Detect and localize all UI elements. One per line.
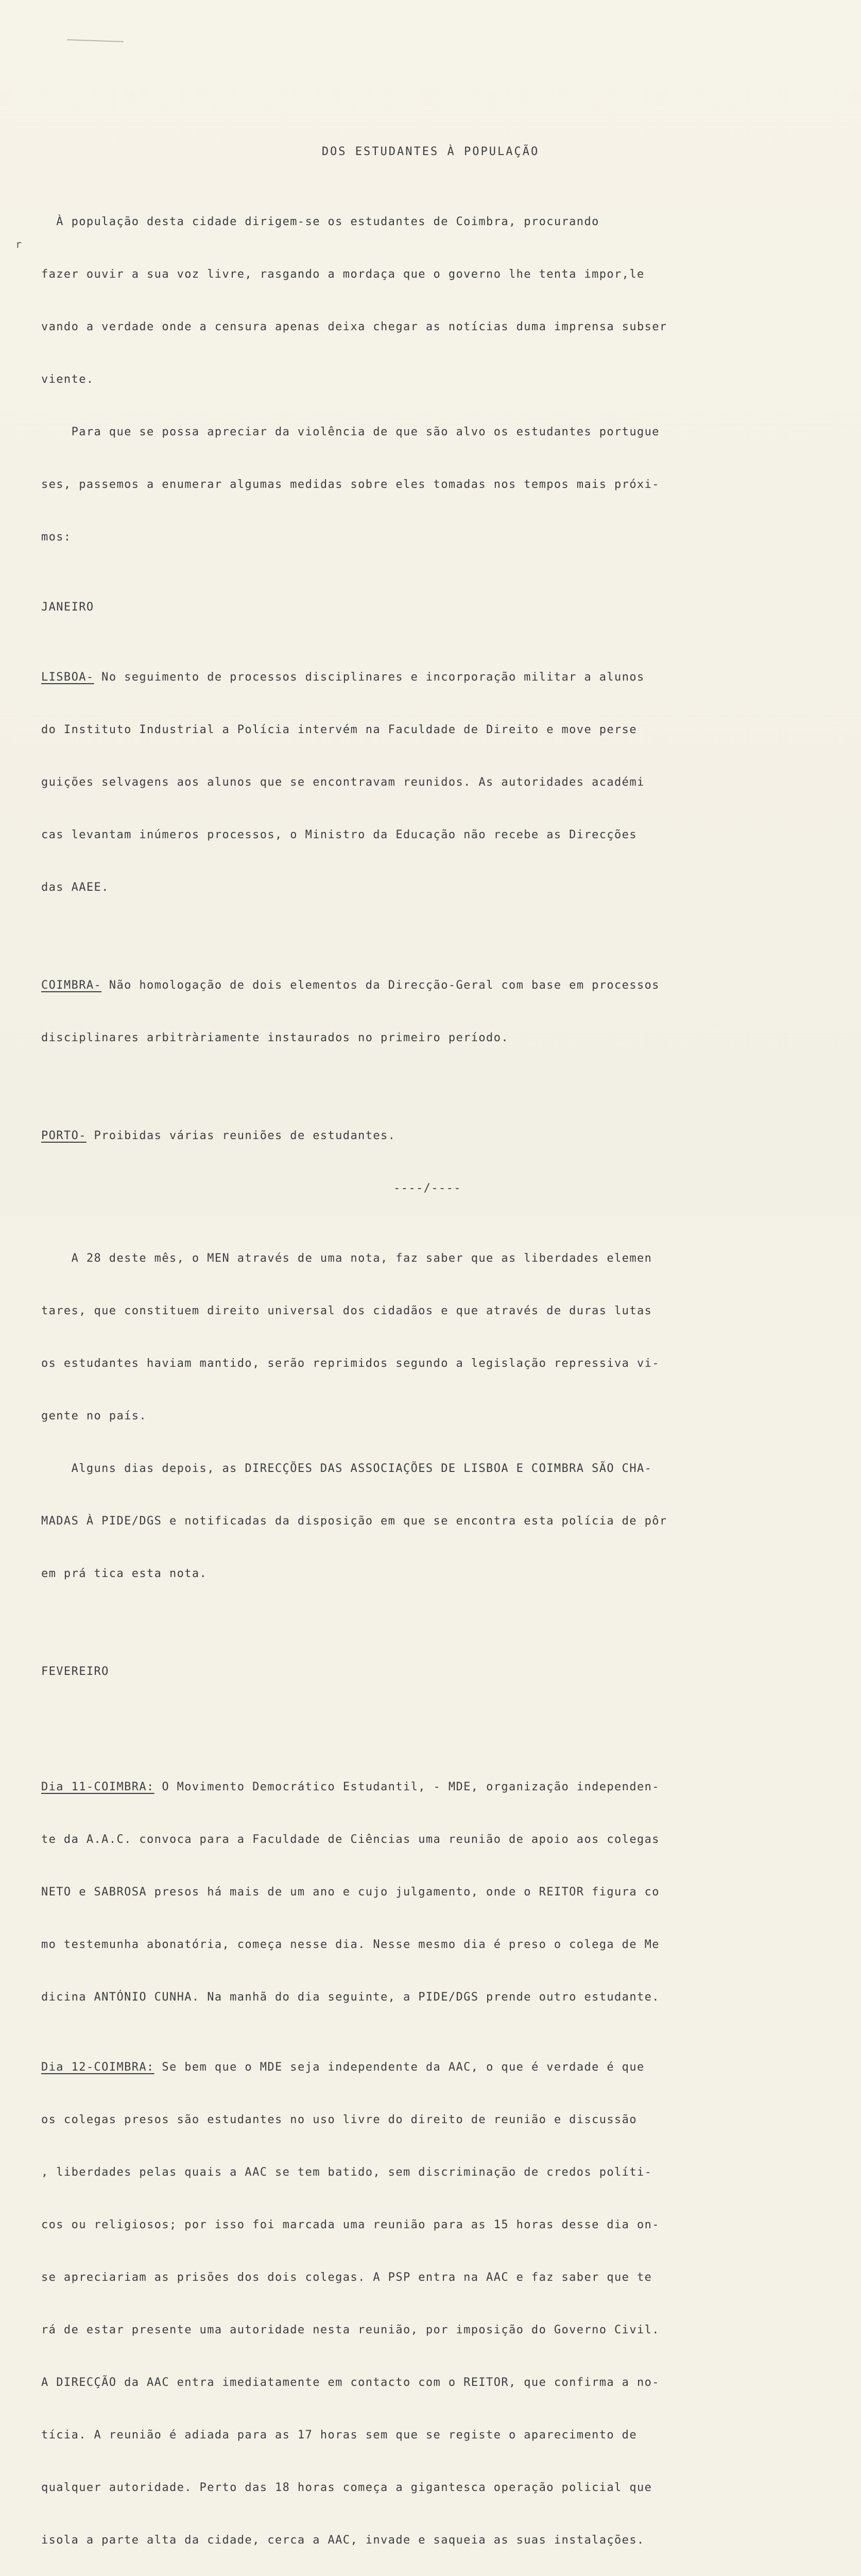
lisboa-line: das AAEE. (41, 881, 109, 894)
dia12-line: qualquer autoridade. Perto das 18 horas começa a gigantesca operação policial que (41, 2481, 652, 2494)
men-line: gente no país. (41, 1410, 147, 1422)
intro-line: viente. (41, 373, 94, 386)
lisboa-line: cas levantam inúmeros processos, o Ministro da Educação não recebe as Direcções (41, 828, 637, 841)
lisboa-line: guições selvagens aos alunos que se encontravam reunidos. As autoridades académi (41, 776, 645, 789)
lisboa-text: No seguimento de processos disciplinares e incorporação militar a alunos (94, 671, 645, 684)
dia12-line: se apreciariam as prisões dos dois colegas. A PSP entra na AAC e faz saber que te (41, 2271, 652, 2284)
men-line: Alguns dias depois, as DIRECÇÕES DAS ASSOCIAÇÕES DE LISBOA E COIMBRA SÃO CHA- (41, 1462, 652, 1475)
pen-mark (67, 39, 124, 44)
dia11-entry (41, 1778, 814, 1796)
porto-entry (41, 1127, 814, 1145)
men-line: MADAS À PIDE/DGS e notificadas da disposição em que se encontra esta polícia de pôr (41, 1515, 667, 1528)
document-body (41, 178, 814, 2576)
dia12-line: tícia. A reunião é adiada para as 17 horas sem que se registe o aparecimento de (41, 2429, 637, 2442)
dia11-label: Dia 11-COIMBRA: (41, 1781, 154, 1793)
dia12-entry (41, 2059, 814, 2076)
dia11-line: mo testemunha abonatória, começa nesse dia. Nesse mesmo dia é preso o colega de Me (41, 1938, 660, 1951)
coimbra-line: disciplinares arbitràriamente instaurados no primeiro período. (41, 1031, 509, 1044)
dia12-line: os colegas presos são estudantes no uso livre do direito de reunião e discussão (41, 2113, 637, 2126)
coimbra-label: COIMBRA- (41, 979, 102, 992)
intro-line: À população desta cidade dirigem-se os estudantes de Coimbra, procurando (41, 215, 599, 228)
dia12-text: Se bem que o MDE seja independente da AAC, o que é verdade é que (154, 2061, 645, 2074)
intro-line: mos: (41, 531, 72, 544)
dia12-line: A DIRECÇÃO da AAC entra imediatamente em contacto com o REITOR, que confirma a no- (41, 2376, 660, 2389)
document-title: DOS ESTUDANTES À POPULAÇÃO (321, 145, 540, 158)
dia12-line: cos ou religiosos; por isso foi marcada uma reunião para as 15 horas desse dia on- (41, 2218, 660, 2231)
dia11-line: NETO e SABROSA presos há mais de um ano e cujo julgamento, onde o REITOR figura co (41, 1886, 660, 1899)
dia11-line: te da A.A.C. convoca para a Faculdade de Ciências uma reunião de apoio aos colegas (41, 1833, 660, 1846)
separator: ----/---- (393, 1182, 461, 1195)
month-heading-fevereiro: FEVEREIRO (41, 1665, 109, 1678)
dia12-label: Dia 12-COIMBRA: (41, 2061, 154, 2074)
men-line: A 28 deste mês, o MEN através de uma nota, faz saber que as liberdades elemen (41, 1252, 652, 1265)
men-line: tares, que constituem direito universal dos cidadãos e que através de duras lutas (41, 1304, 652, 1317)
intro-line: fazer ouvir a sua voz livre, rasgando a mordaça que o governo lhe tenta impor,le (41, 268, 645, 281)
intro-line: Para que se possa apreciar da violência de que são alvo os estudantes portugue (41, 426, 660, 438)
coimbra-entry (41, 977, 814, 994)
dia11-line: dicina ANTÓNIO CUNHA. Na manhã do dia seguinte, a PIDE/DGS prende outro estudante. (41, 1991, 660, 2004)
lisboa-label: LISBOA- (41, 671, 94, 684)
intro-line: vando a verdade onde a censura apenas deixa chegar as notícias duma imprensa subser (41, 320, 667, 333)
men-line: em prá tica esta nota. (41, 1567, 208, 1580)
month-heading-janeiro: JANEIRO (41, 601, 94, 614)
intro-line: ses, passemos a enumerar algumas medidas sobre eles tomadas nos tempos mais próxi- (41, 478, 660, 491)
porto-label: PORTO- (41, 1129, 87, 1142)
margin-mark: r (15, 238, 22, 250)
lisboa-line: do Instituto Industrial a Polícia intervém na Faculdade de Direito e move perse (41, 723, 637, 736)
coimbra-text: Não homologação de dois elementos da Direcção-Geral com base em processos (101, 979, 660, 992)
dia11-text: O Movimento Democrático Estudantil, - MDE, organização independen- (154, 1781, 660, 1793)
men-line: os estudantes haviam mantido, serão reprimidos segundo a legislação repressiva vi- (41, 1357, 660, 1370)
lisboa-entry (41, 669, 814, 686)
dia12-line: , liberdades pelas quais a AAC se tem batido, sem discriminação de credos políti- (41, 2166, 652, 2179)
porto-text: Proibidas várias reuniões de estudantes. (86, 1129, 396, 1142)
dia12-line: rá de estar presente uma autoridade nesta reunião, por imposição do Governo Civil. (41, 2324, 660, 2336)
dia12-line: isola a parte alta da cidade, cerca a AAC, invade e saqueia as suas instalações. (41, 2534, 645, 2547)
